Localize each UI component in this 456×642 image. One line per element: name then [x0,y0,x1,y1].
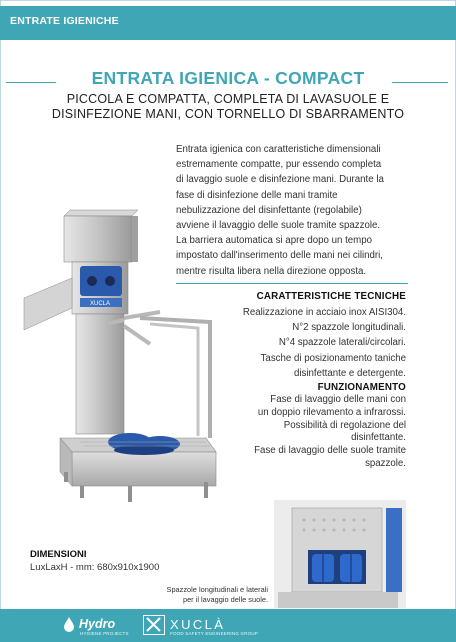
page-title: ENTRATA IGIENICA - COMPACT [91,68,365,88]
intro-line: impostato dall'inserimento delle mani nei cilindri, [176,250,383,262]
spec-line: disinfettante e detergente. [293,367,406,379]
hydro-logo-subtext: HYGIENE PROJECTS [80,631,129,636]
spec-line: Tasche di posizionamento taniche [260,352,406,364]
dimensions-value: LuxLaxH - mm: 680x910x1900 [30,562,160,573]
operation-title: FUNZIONAMENTO [317,382,406,393]
subtitle-line: PICCOLA E COMPATTA, COMPLETA DI LAVASUOLE E [66,92,390,106]
spec-line: Realizzazione in acciaio inox AISI304. [242,307,406,318]
intro-line: di lavaggio suole e disinfezione mani. Durante la [176,174,384,186]
intro-line: La barriera automatica si apre dopo un tempo [176,235,373,247]
product-photo [20,206,224,524]
hydro-logo-text: Hydro [79,617,116,631]
header-bar [0,6,456,40]
subtitle [40,92,416,122]
dimensions-title: DIMENSIONI [30,549,87,560]
caption-line: per il lavaggio delle suole. [182,595,268,604]
operation-line: Fase di lavaggio delle suole tramite [254,445,406,457]
intro-line: fase di disinfezione delle mani tramite [176,189,338,201]
specs-title: CARATTERISTICHE TECNICHE [256,291,406,302]
xucla-logo-subtext: FOOD SAFETY ENGINEERING GROUP [170,631,258,636]
intro-line: mentre risulta libera nella direzione opposta. [176,265,367,277]
operation-line: disinfettante. [351,432,406,444]
hydro-drop-icon [62,616,76,632]
brushes-detail-photo [274,500,406,608]
intro-line: nebulizzazione del disinfettante (regolabile) [176,204,362,216]
photo-caption [150,585,268,605]
spec-line: N°4 spazzole laterali/circolari. [278,337,406,349]
intro-line: Entrata igienica con caratteristiche dimensionali [176,144,381,155]
intro-line: avviene il lavaggio delle suole tramite spazzole. [176,220,381,232]
operation-line: Fase di lavaggio delle mani con [270,394,406,405]
operation-line: Possibilità di regolazione del [283,419,406,431]
spec-line: N°2 spazzole longitudinali. [292,322,406,334]
caption-line: Spazzole longitudinali e laterali [166,585,268,594]
intro-line: estremamente compatte, pur essendo completa [176,159,382,171]
subtitle-line: DISINFEZIONE MANI, CON TORNELLO DI SBARRAMENTO [51,107,405,121]
operation-line: spazzole. [365,457,406,469]
xucla-x-icon [143,615,165,635]
operation-line: un doppio rilevamento a infrarossi. [257,406,406,418]
xucla-logo-text: XUCLÀ [170,617,226,632]
category-label: ENTRATE IGIENICHE [10,15,119,27]
machine-brand-label: XUCLA [90,301,111,307]
